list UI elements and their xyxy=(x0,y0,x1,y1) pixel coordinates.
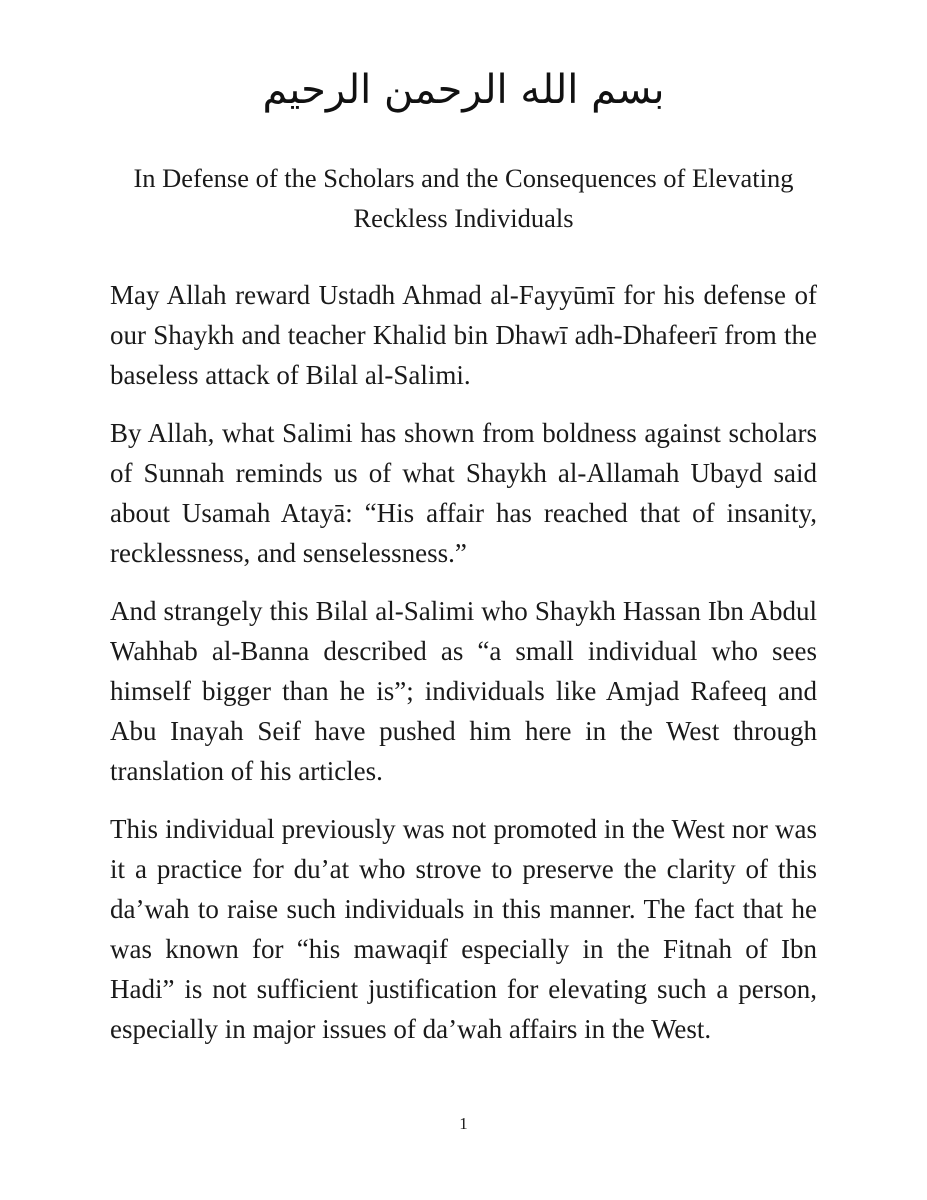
document-body xyxy=(110,275,817,1067)
page-number: 1 xyxy=(459,1114,468,1133)
paragraph-3: And strangely this Bilal al-Salimi who Shaykh Hassan Ibn Abdul Wahhab al-Banna described as “a small individual who sees himself bigger than he is”; individuals like Amjad Rafeeq and Abu Inayah Seif have pushed him here in the West through translation of his articles. xyxy=(110,596,817,786)
paragraph-4: This individual previously was not promoted in the West nor was it a practice for du’at who strove to preserve the clarity of this da’wah to raise such individuals in this manner. The fact that he was known for “his mawaqif especially in the Fitnah of Ibn Hadi” is not sufficient justification for elevating such a person, especially in major issues of da’wah affairs in the West. xyxy=(110,814,817,1044)
paragraph-2: By Allah, what Salimi has shown from boldness against scholars of Sunnah reminds us of what Shaykh al-Allamah Ubayd said about Usamah Atayā: “His affair has reached that of insanity, recklessness, and senselessness.” xyxy=(110,418,817,568)
paragraph-1: May Allah reward Ustadh Ahmad al-Fayyūmī for his defense of our Shaykh and teacher Khalid bin Dhawī adh-Dhafeerī from the baseless attack of Bilal al-Salimi. xyxy=(110,280,817,390)
basmala-calligraphy: بسم الله الرحمن الرحيم xyxy=(262,67,665,113)
document-title: In Defense of the Scholars and the Consequences of Elevating Reckless Individuals xyxy=(133,163,794,233)
